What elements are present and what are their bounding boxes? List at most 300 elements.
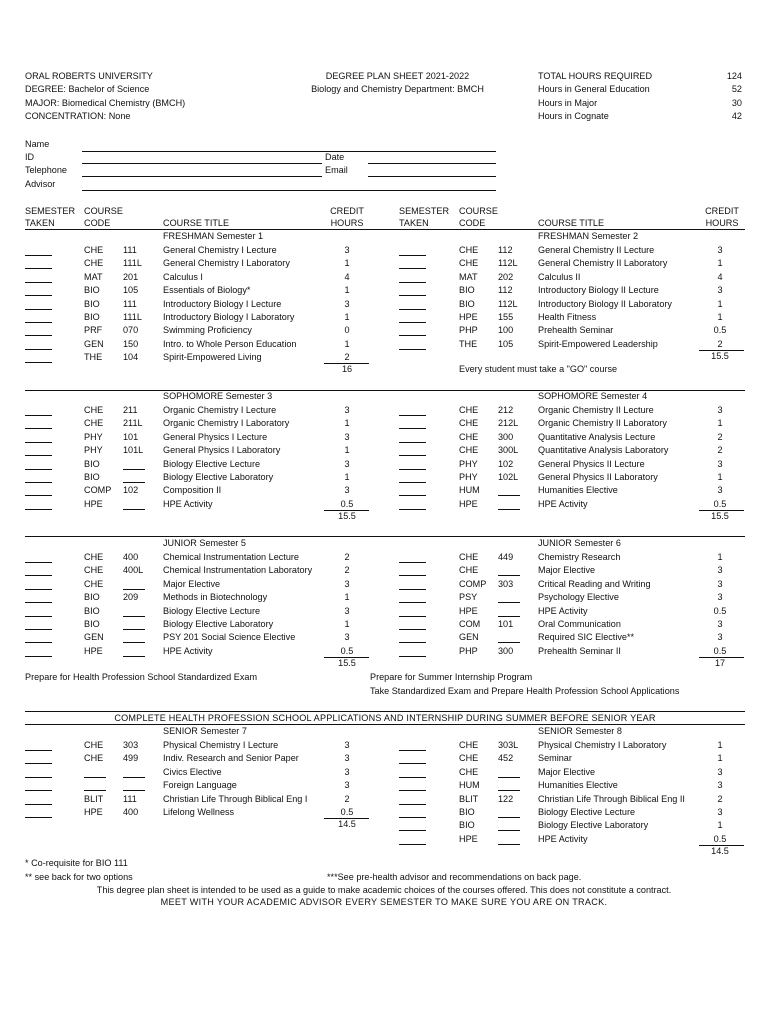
- col-title: COURSE TITLE: [163, 218, 230, 228]
- semester-taken-field[interactable]: [399, 790, 426, 791]
- semester-taken-field[interactable]: [25, 602, 52, 603]
- semester-taken-field[interactable]: [25, 656, 52, 657]
- credit-hours: 1: [717, 258, 723, 269]
- semester-taken-field[interactable]: [399, 817, 426, 818]
- semester-taken-field[interactable]: [399, 495, 426, 496]
- col-semester-l2-right: TAKEN: [399, 218, 429, 228]
- advisor-field[interactable]: [82, 190, 496, 191]
- semester-taken-field[interactable]: [25, 562, 52, 563]
- course-title: Spirit-Empowered Living: [163, 352, 262, 363]
- credit-hours: 3: [344, 298, 350, 309]
- course-number: 211L: [123, 418, 143, 429]
- course-subject: PHY: [84, 431, 103, 442]
- course-number: 202: [498, 271, 514, 282]
- semester-note: Prepare for Health Profession School Standardized Exam: [25, 672, 258, 682]
- semester-taken-field[interactable]: [25, 763, 52, 764]
- course-title: Essentials of Biology*: [163, 285, 251, 296]
- course-title: Humanities Elective: [538, 780, 618, 791]
- credit-hours: 1: [717, 753, 723, 764]
- semester-taken-field[interactable]: [25, 629, 52, 630]
- course-number-blank[interactable]: [123, 656, 145, 657]
- col-semester-l2: TAKEN: [25, 218, 55, 228]
- credit-hours: 1: [344, 619, 350, 629]
- semester-taken-field[interactable]: [25, 509, 52, 510]
- credit-hours: 0: [344, 325, 350, 336]
- semester-taken-field[interactable]: [399, 616, 426, 617]
- course-subject: BIO: [84, 605, 100, 616]
- course-number: 150: [123, 338, 139, 349]
- course-number: 303: [123, 740, 139, 750]
- course-title: Spirit-Empowered Leadership: [538, 338, 658, 349]
- course-title: Critical Reading and Writing: [538, 578, 651, 589]
- credit-hours: 4: [717, 271, 723, 282]
- course-subject: CHE: [459, 766, 479, 777]
- credit-hours: 3: [344, 740, 350, 750]
- summer-banner: COMPLETE HEALTH PROFESSION SCHOOL APPLICATIONS AND INTERNSHIP DURING SUMMER BEFORE SENIOR YEAR: [114, 713, 656, 723]
- course-number-blank[interactable]: [498, 830, 520, 831]
- course-title: Chemical Instrumentation Lecture: [163, 552, 299, 562]
- semester-taken-field[interactable]: [399, 455, 426, 456]
- course-title: Introductory Biology I Laboratory: [163, 312, 295, 322]
- major-hours-value: 30: [731, 98, 742, 108]
- course-number-blank[interactable]: [498, 642, 520, 643]
- credit-hours: 3: [344, 753, 350, 764]
- course-number: 112: [498, 285, 513, 296]
- semester-taken-field[interactable]: [399, 642, 426, 643]
- col-title-right: COURSE TITLE: [538, 218, 605, 228]
- telephone-field[interactable]: [82, 176, 322, 177]
- credit-hours: 1: [344, 258, 350, 269]
- course-number: 105: [123, 285, 139, 296]
- course-subject: PHY: [84, 445, 103, 456]
- course-number-blank[interactable]: [123, 629, 145, 630]
- semester-taken-field[interactable]: [25, 482, 52, 483]
- course-number: 102: [498, 458, 514, 469]
- credit-hours: 3: [344, 405, 350, 415]
- course-number: 449: [498, 552, 514, 562]
- semester-taken-field[interactable]: [399, 656, 426, 657]
- advisor-reminder: MEET WITH YOUR ACADEMIC ADVISOR EVERY SEMESTER TO MAKE SURE YOU ARE ON TRACK.: [160, 897, 608, 907]
- course-number-blank[interactable]: [123, 469, 145, 470]
- course-title: HPE Activity: [538, 833, 588, 844]
- course-number: 209: [123, 592, 139, 603]
- semester-title: SENIOR Semester 8: [538, 726, 622, 736]
- university-name: ORAL ROBERTS UNIVERSITY: [25, 71, 153, 81]
- course-title: Oral Communication: [538, 619, 621, 629]
- course-title: Major Elective: [538, 766, 596, 777]
- course-subject: CHE: [84, 565, 104, 576]
- semester-title: SOPHOMORE Semester 3: [163, 391, 273, 401]
- course-title: Chemical Instrumentation Laboratory: [163, 565, 313, 576]
- cognate-hours-value: 42: [731, 111, 742, 121]
- course-title: General Chemistry II Lecture: [538, 245, 655, 255]
- semester-taken-field[interactable]: [399, 469, 426, 470]
- course-title: Civics Elective: [163, 766, 222, 777]
- semester-taken-field[interactable]: [399, 482, 426, 483]
- course-number: 122: [498, 793, 514, 804]
- course-number: 102: [123, 485, 139, 496]
- credit-hours: 1: [344, 338, 350, 349]
- credit-hours: 0.5: [340, 498, 354, 509]
- id-label: ID: [25, 152, 35, 162]
- credit-hours: 1: [344, 285, 350, 296]
- credit-hours: 0.5: [713, 833, 727, 844]
- credit-hours: 2: [344, 793, 350, 804]
- course-subject: HPE: [84, 807, 103, 817]
- course-subject: CHE: [459, 445, 479, 456]
- major-hours-label: Hours in Major: [538, 98, 598, 108]
- semester-total-hours: 14.5: [338, 819, 356, 829]
- credit-hours: 3: [717, 565, 723, 576]
- course-title: Biology Elective Lecture: [538, 807, 636, 817]
- course-number: 201: [123, 271, 139, 282]
- course-number-blank[interactable]: [498, 777, 520, 778]
- semester-taken-field[interactable]: [399, 777, 426, 778]
- semester-taken-field[interactable]: [399, 844, 426, 845]
- semester-taken-field[interactable]: [25, 642, 52, 643]
- email-field[interactable]: [368, 176, 496, 177]
- course-number-blank[interactable]: [498, 790, 520, 791]
- semester-title: SOPHOMORE Semester 4: [538, 391, 648, 401]
- course-title: Physical Chemistry I Lecture: [163, 740, 279, 750]
- semester-taken-field[interactable]: [25, 255, 52, 256]
- degree-line: DEGREE: Bachelor of Science: [25, 84, 150, 94]
- semester-taken-field[interactable]: [25, 309, 52, 310]
- col-course-l1: COURSE: [84, 206, 123, 216]
- course-title: Prehealth Seminar: [538, 325, 614, 336]
- semester-taken-field[interactable]: [25, 415, 52, 416]
- course-subject: CHE: [84, 258, 104, 269]
- semester-taken-field[interactable]: [399, 830, 426, 831]
- course-number-blank[interactable]: [498, 495, 520, 496]
- course-number: 101: [123, 431, 139, 442]
- course-subject: GEN: [84, 632, 104, 643]
- course-title: Quantitative Analysis Lecture: [538, 431, 656, 442]
- course-number: 400: [123, 807, 139, 817]
- course-title: General Physics I Lecture: [163, 431, 268, 442]
- gened-hours-label: Hours in General Education: [538, 84, 650, 94]
- course-title: General Physics II Lecture: [538, 458, 645, 469]
- semester-taken-field[interactable]: [399, 442, 426, 443]
- semester-taken-field[interactable]: [399, 349, 426, 350]
- course-number-blank[interactable]: [123, 777, 145, 778]
- course-number-blank[interactable]: [498, 844, 520, 845]
- course-subject: BIO: [84, 285, 100, 296]
- footnote-options: ** see back for two options: [25, 872, 133, 882]
- email-label: Email: [325, 165, 348, 175]
- course-number-blank[interactable]: [123, 790, 145, 791]
- course-title: Biology Elective Laboratory: [163, 472, 274, 482]
- course-title: HPE Activity: [538, 605, 588, 616]
- semester-title: JUNIOR Semester 5: [163, 538, 246, 548]
- credit-hours: 3: [717, 578, 723, 589]
- course-number-blank[interactable]: [123, 642, 145, 643]
- credit-hours: 3: [717, 485, 723, 496]
- course-number: 400: [123, 552, 139, 562]
- course-subject: HUM: [459, 780, 480, 791]
- gened-hours-value: 52: [731, 84, 742, 94]
- semester-taken-field[interactable]: [25, 589, 52, 590]
- col-course-l2: CODE: [84, 218, 111, 228]
- credit-hours: 3: [717, 619, 723, 629]
- course-number: 212L: [498, 418, 519, 429]
- credit-hours: 3: [344, 632, 350, 643]
- course-number: 112L: [498, 298, 518, 309]
- credit-hours: 3: [717, 285, 723, 296]
- course-subject: CHE: [459, 740, 479, 750]
- credit-hours: 1: [717, 472, 723, 482]
- semester-taken-field[interactable]: [399, 268, 426, 269]
- semester-taken-field[interactable]: [399, 602, 426, 603]
- sheet-title: DEGREE PLAN SHEET 2021-2022: [325, 71, 470, 81]
- course-subject: CHE: [459, 565, 479, 576]
- course-number: 101L: [123, 445, 144, 456]
- course-subject: BIO: [459, 820, 475, 831]
- cognate-hours-label: Hours in Cognate: [538, 111, 609, 121]
- semester-taken-field[interactable]: [25, 817, 52, 818]
- course-subject: PRF: [84, 325, 103, 336]
- credit-hours: 1: [717, 418, 723, 429]
- course-subject: BIO: [84, 472, 100, 482]
- course-title: HPE Activity: [163, 645, 213, 656]
- course-number-blank[interactable]: [123, 616, 145, 617]
- course-title: Indiv. Research and Senior Paper: [163, 753, 299, 764]
- course-subject: CHE: [459, 258, 479, 269]
- semester-taken-field[interactable]: [25, 442, 52, 443]
- course-subject: HPE: [459, 605, 478, 616]
- semester-taken-field[interactable]: [25, 575, 52, 576]
- course-subject: CHE: [459, 431, 479, 442]
- semester-title: JUNIOR Semester 6: [538, 538, 621, 548]
- course-subject: BIO: [459, 807, 475, 817]
- course-subject: HUM: [459, 485, 480, 496]
- credit-hours: 0.5: [713, 325, 727, 336]
- course-number: 303: [498, 578, 514, 589]
- course-title: Organic Chemistry I Laboratory: [163, 418, 290, 429]
- credit-hours: 2: [717, 793, 723, 804]
- semester-total-hours: 14.5: [711, 845, 729, 856]
- semester-taken-field[interactable]: [25, 268, 52, 269]
- course-number: 303L: [498, 740, 519, 750]
- semester-taken-field[interactable]: [25, 777, 52, 778]
- course-number: 300: [498, 431, 514, 442]
- credit-hours: 3: [717, 766, 723, 777]
- course-subject: CHE: [84, 418, 104, 429]
- course-title: Prehealth Seminar II: [538, 645, 621, 656]
- semester-note: Every student must take a "GO" course: [459, 363, 618, 374]
- semester-total-hours: 17: [714, 657, 726, 668]
- course-subject: MAT: [459, 271, 478, 282]
- course-number-blank[interactable]: [498, 575, 520, 576]
- course-number: 102L: [498, 472, 519, 482]
- course-subject: BIO: [84, 592, 100, 603]
- semester-taken-field[interactable]: [399, 629, 426, 630]
- semester-taken-field[interactable]: [25, 349, 52, 350]
- course-title: General Physics II Laboratory: [538, 472, 658, 482]
- course-number: 070: [123, 325, 139, 336]
- course-subject: HPE: [459, 498, 478, 509]
- course-title: Introductory Biology I Lecture: [163, 298, 282, 309]
- course-title: Major Elective: [538, 565, 596, 576]
- credit-hours: 3: [344, 458, 350, 469]
- course-number-blank[interactable]: [123, 509, 145, 510]
- course-subject: BLIT: [459, 793, 479, 804]
- credit-hours: 0.5: [340, 807, 354, 817]
- course-number-blank[interactable]: [123, 589, 145, 590]
- course-title: Christian Life Through Biblical Eng I: [163, 793, 308, 804]
- credit-hours: 1: [344, 445, 350, 456]
- course-subject: THE: [459, 338, 478, 349]
- total-hours-value: 124: [726, 71, 742, 81]
- credit-hours: 3: [344, 766, 350, 777]
- course-title: Calculus II: [538, 271, 581, 282]
- course-title: Health Fitness: [538, 312, 597, 322]
- semester-taken-field[interactable]: [399, 562, 426, 563]
- course-title: Biology Elective Laboratory: [163, 619, 274, 629]
- telephone-label: Telephone: [25, 165, 67, 175]
- course-title: Organic Chemistry I Lecture: [163, 405, 277, 415]
- semester-taken-field[interactable]: [25, 616, 52, 617]
- credit-hours: 0.5: [340, 645, 354, 656]
- semester-taken-field[interactable]: [399, 575, 426, 576]
- semester-taken-field[interactable]: [399, 804, 426, 805]
- credit-hours: 1: [717, 552, 723, 562]
- semester-taken-field[interactable]: [25, 469, 52, 470]
- course-subject: GEN: [84, 338, 104, 349]
- semester-taken-field[interactable]: [399, 255, 426, 256]
- credit-hours: 3: [717, 632, 723, 643]
- banner-rule: [25, 724, 745, 725]
- credit-hours: 2: [344, 565, 350, 576]
- course-title: HPE Activity: [163, 498, 213, 509]
- semester-taken-field[interactable]: [25, 455, 52, 456]
- course-number: 111: [123, 245, 137, 255]
- credit-hours: 2: [717, 445, 723, 456]
- course-title: Organic Chemistry II Lecture: [538, 405, 654, 415]
- course-number: 300: [498, 645, 514, 656]
- semester-taken-field[interactable]: [399, 750, 426, 751]
- advisor-label: Advisor: [25, 179, 56, 189]
- course-number: 111L: [123, 312, 142, 322]
- semester-taken-field[interactable]: [25, 790, 52, 791]
- course-number-blank[interactable]: [498, 616, 520, 617]
- course-title: General Physics I Laboratory: [163, 445, 281, 456]
- semester-taken-field[interactable]: [25, 335, 52, 336]
- course-title: Required SIC Elective**: [538, 632, 635, 643]
- footnote-corequisite: * Co-requisite for BIO 111: [25, 858, 128, 868]
- course-subject: BIO: [459, 298, 475, 309]
- course-subject: BIO: [84, 312, 100, 322]
- course-subject: BIO: [459, 285, 475, 296]
- course-title: Humanities Elective: [538, 485, 618, 496]
- course-subject: CHE: [459, 245, 479, 255]
- semester-taken-field[interactable]: [25, 295, 52, 296]
- date-label: Date: [325, 152, 345, 162]
- date-field[interactable]: [368, 163, 496, 164]
- semester-taken-field[interactable]: [399, 415, 426, 416]
- course-title: Lifelong Wellness: [163, 807, 235, 817]
- semester-taken-field[interactable]: [25, 322, 52, 323]
- credit-hours: 3: [344, 605, 350, 616]
- course-title: HPE Activity: [538, 498, 588, 509]
- course-number: 111: [123, 793, 137, 804]
- col-course-l1-right: COURSE: [459, 206, 498, 216]
- credit-hours: 3: [717, 458, 723, 469]
- semester-taken-field[interactable]: [399, 282, 426, 283]
- course-number-blank[interactable]: [498, 602, 520, 603]
- course-title: Composition II: [163, 485, 222, 496]
- semester-taken-field[interactable]: [399, 322, 426, 323]
- term-separator: [25, 536, 745, 537]
- course-subject: HPE: [459, 312, 478, 322]
- course-subject: PSY: [459, 592, 478, 603]
- semester-total-hours: 15.5: [338, 657, 356, 668]
- credit-hours: 3: [344, 780, 350, 791]
- semester-taken-field[interactable]: [399, 589, 426, 590]
- credit-hours: 1: [344, 592, 350, 603]
- col-course-l2-right: CODE: [459, 218, 486, 228]
- course-number: 300L: [498, 445, 519, 456]
- course-number-blank[interactable]: [498, 817, 520, 818]
- course-number-blank[interactable]: [498, 509, 520, 510]
- course-subject: BIO: [84, 458, 100, 469]
- semester-taken-field[interactable]: [25, 428, 52, 429]
- course-subject-blank[interactable]: [84, 777, 106, 778]
- course-subject: PHP: [459, 325, 478, 336]
- semester-taken-field[interactable]: [399, 509, 426, 510]
- course-number: 112L: [498, 258, 518, 269]
- semester-taken-field[interactable]: [399, 335, 426, 336]
- semester-taken-field[interactable]: [25, 495, 52, 496]
- course-subject: CHE: [84, 245, 104, 255]
- course-title: Swimming Proficiency: [163, 325, 252, 336]
- course-number: 111: [123, 298, 137, 309]
- credit-hours: 0.5: [713, 605, 727, 616]
- credit-hours: 0.5: [713, 645, 727, 656]
- course-subject: CHE: [84, 753, 104, 764]
- credit-hours: 1: [717, 740, 723, 750]
- course-title: Calculus I: [163, 271, 203, 282]
- course-title: Christian Life Through Biblical Eng II: [538, 793, 685, 804]
- id-field[interactable]: [82, 163, 322, 164]
- course-title: Biology Elective Lecture: [163, 458, 261, 469]
- semester-taken-field[interactable]: [25, 804, 52, 805]
- semester-taken-field[interactable]: [25, 362, 52, 363]
- semester-taken-field[interactable]: [399, 309, 426, 310]
- course-subject: CHE: [84, 740, 104, 750]
- credit-hours: 3: [717, 780, 723, 791]
- semester-taken-field[interactable]: [25, 750, 52, 751]
- course-title: Foreign Language: [163, 780, 237, 791]
- course-number: 100: [498, 325, 514, 336]
- semester-title: FRESHMAN Semester 1: [163, 231, 264, 241]
- col-credit-l1: CREDIT: [330, 206, 364, 216]
- footnote-prehealth: ***See pre-health advisor and recommendations on back page.: [327, 872, 582, 882]
- semester-taken-field[interactable]: [399, 763, 426, 764]
- semester-taken-field[interactable]: [25, 282, 52, 283]
- total-hours-label: TOTAL HOURS REQUIRED: [538, 71, 653, 81]
- name-field[interactable]: [82, 151, 496, 152]
- credit-hours: 4: [344, 271, 350, 282]
- course-title: Methods in Biotechnology: [163, 592, 268, 603]
- semester-taken-field[interactable]: [399, 295, 426, 296]
- course-subject-blank[interactable]: [84, 790, 106, 791]
- course-number-blank[interactable]: [123, 482, 145, 483]
- semester-taken-field[interactable]: [399, 428, 426, 429]
- course-subject: CHE: [459, 405, 479, 415]
- course-number: 111L: [123, 258, 142, 269]
- credit-hours: 3: [717, 592, 723, 603]
